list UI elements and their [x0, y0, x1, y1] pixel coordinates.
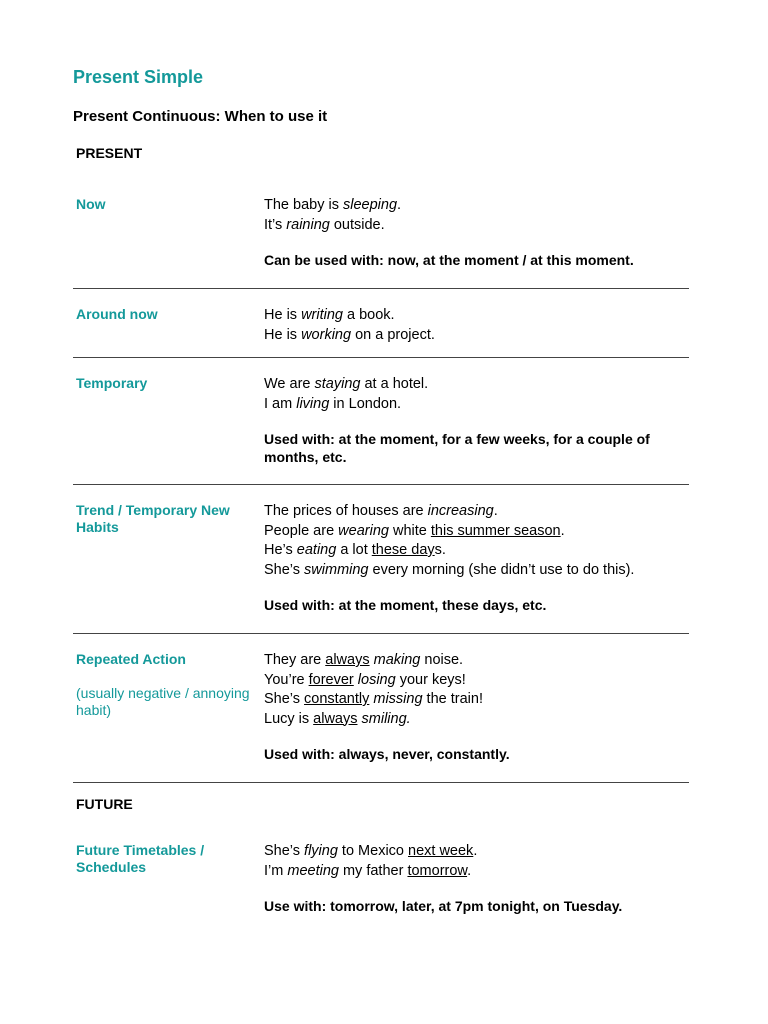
verb-ing-form: making	[373, 652, 421, 668]
sentence-text: .	[467, 862, 472, 879]
row-note: (usually negative / annoying habit)	[76, 685, 250, 718]
example-sentence	[264, 395, 684, 415]
example-sentence	[264, 216, 684, 236]
row-examples	[264, 196, 684, 270]
sentence-text: the train!	[422, 691, 483, 707]
sentence-text: It’s	[264, 216, 287, 233]
divider	[73, 782, 689, 783]
example-sentence	[264, 842, 684, 862]
sentence-text: to Mexico	[337, 843, 409, 859]
time-expression: this summer season	[430, 522, 561, 539]
sentence-text: my father	[338, 862, 408, 879]
verb-ing-form: flying	[304, 843, 338, 859]
sentence-text: on a project.	[351, 326, 435, 343]
verb-ing-form: living	[296, 395, 330, 412]
sentence-text: a book.	[342, 307, 395, 323]
sentence-text: noise.	[420, 652, 464, 668]
verb-ing-form: raining	[286, 216, 330, 233]
example-sentence	[264, 671, 684, 691]
page-subtitle: Present Continuous: When to use it	[73, 108, 328, 125]
time-expression: next week	[408, 843, 474, 859]
row-label: Around now	[76, 306, 158, 322]
section-heading-future: FUTURE	[76, 796, 133, 812]
usage-note: Use with: tomorrow, later, at 7pm tonight, on Tuesday.	[264, 898, 623, 914]
sentence-text: in London.	[329, 395, 402, 412]
sentence-text: She’s	[264, 691, 305, 707]
time-expression: always	[325, 652, 370, 668]
row-examples	[264, 375, 684, 466]
sentence-text: You’re	[264, 671, 309, 688]
sentence-text: .	[473, 843, 478, 859]
sentence-text: I am	[264, 395, 297, 412]
divider	[73, 633, 689, 634]
verb-ing-form: smiling.	[361, 710, 411, 727]
sentence-text: s.	[434, 542, 446, 558]
sentence-text: a lot	[336, 542, 372, 558]
sentence-text: outside.	[329, 216, 385, 233]
time-expression: these day	[371, 542, 435, 558]
row-examples	[264, 842, 684, 916]
example-sentence	[264, 541, 684, 561]
sentence-text: She’s	[264, 843, 305, 859]
row-label: Now	[76, 196, 106, 212]
example-sentence	[264, 375, 684, 395]
sentence-text: .	[397, 197, 402, 213]
verb-ing-form: writing	[301, 307, 343, 323]
example-sentence	[264, 710, 684, 730]
row-label: Repeated Action (usually negative / annoying habit)	[76, 651, 256, 719]
verb-ing-form: staying	[314, 376, 361, 392]
sentence-text: your keys!	[395, 671, 466, 688]
sentence-text: at a hotel.	[360, 376, 429, 392]
divider	[73, 288, 689, 289]
usage-note: Used with: at the moment, these days, etc.	[264, 597, 547, 613]
example-sentence	[264, 196, 684, 216]
time-expression: constantly	[304, 691, 370, 707]
time-expression: forever	[308, 671, 354, 688]
row-examples	[264, 651, 684, 764]
section-heading-present: PRESENT	[76, 145, 143, 161]
page-title: Present Simple	[73, 67, 204, 87]
sentence-text: They are	[264, 652, 326, 668]
time-expression: tomorrow	[407, 862, 468, 879]
example-sentence	[264, 502, 684, 522]
sentence-text: He is	[264, 326, 302, 343]
sentence-text: People are	[264, 522, 339, 539]
verb-ing-form: sleeping	[343, 197, 398, 213]
row-label: Trend / Temporary New Habits	[76, 502, 230, 535]
sentence-text: every morning (she didn’t use to do this).	[368, 561, 635, 578]
row-examples	[264, 306, 684, 345]
verb-ing-form: missing	[373, 691, 423, 707]
sentence-text: He is	[264, 307, 302, 323]
example-sentence	[264, 326, 684, 346]
example-sentence	[264, 306, 684, 326]
row-label: Future Timetables / Schedules	[76, 842, 205, 875]
usage-note: Can be used with: now, at the moment / at this moment.	[264, 252, 634, 268]
verb-ing-form: working	[301, 326, 352, 343]
example-sentence	[264, 522, 684, 542]
verb-ing-form: eating	[296, 542, 337, 558]
verb-ing-form: meeting	[287, 862, 339, 879]
verb-ing-form: wearing	[338, 522, 389, 539]
sentence-text: white	[388, 522, 431, 539]
sentence-text: The prices of houses are	[264, 503, 428, 519]
row-examples	[264, 502, 684, 615]
example-sentence	[264, 651, 684, 671]
verb-ing-form: increasing	[427, 503, 494, 519]
divider	[73, 484, 689, 485]
sentence-text: He’s	[264, 542, 297, 558]
usage-note: Used with: always, never, constantly.	[264, 746, 510, 762]
example-sentence	[264, 690, 684, 710]
divider	[73, 357, 689, 358]
sentence-text: Lucy is	[264, 710, 314, 727]
usage-note: Used with: at the moment, for a few weeks, for a couple of months, etc.	[264, 431, 650, 465]
sentence-text: .	[493, 503, 498, 519]
verb-ing-form: swimming	[304, 561, 369, 578]
example-sentence	[264, 561, 684, 581]
sentence-text: She’s	[264, 561, 305, 578]
sentence-text: The baby is	[264, 197, 343, 213]
example-sentence	[264, 862, 684, 882]
verb-ing-form: losing	[357, 671, 396, 688]
sentence-text: I’m	[264, 862, 288, 879]
time-expression: always	[313, 710, 358, 727]
sentence-text: .	[560, 522, 565, 539]
row-label: Temporary	[76, 375, 148, 391]
sentence-text: We are	[264, 376, 315, 392]
